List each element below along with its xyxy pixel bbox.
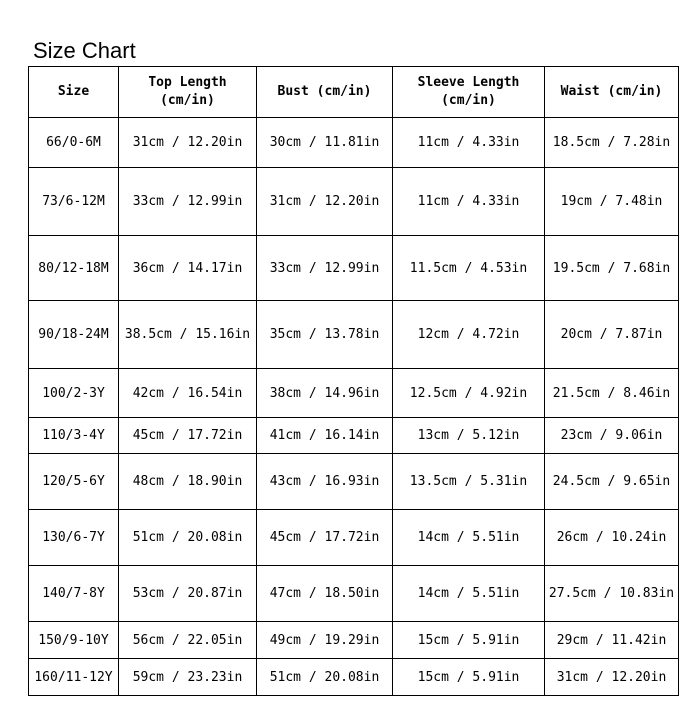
cell-waist: 31cm / 12.20in [545, 659, 679, 696]
cell-size: 140/7-8Y [29, 566, 119, 622]
cell-size: 110/3-4Y [29, 418, 119, 454]
cell-waist: 29cm / 11.42in [545, 622, 679, 659]
header-size [29, 67, 119, 118]
cell-sleeve-length: 15cm / 5.91in [393, 659, 545, 696]
cell-top-length: 38.5cm / 15.16in [119, 301, 257, 369]
cell-size: 66/0-6M [29, 118, 119, 168]
cell-top-length: 48cm / 18.90in [119, 454, 257, 510]
cell-top-length: 36cm / 14.17in [119, 236, 257, 301]
cell-size: 160/11-12Y [29, 659, 119, 696]
cell-sleeve-length: 12cm / 4.72in [393, 301, 545, 369]
cell-waist: 18.5cm / 7.28in [545, 118, 679, 168]
size-chart-table [28, 66, 679, 696]
table-header-row [29, 67, 679, 118]
cell-waist: 23cm / 9.06in [545, 418, 679, 454]
header-waist-label: Waist (cm/in) [560, 84, 663, 99]
table-row [29, 454, 679, 510]
cell-waist: 20cm / 7.87in [545, 301, 679, 369]
cell-bust: 31cm / 12.20in [257, 168, 393, 236]
cell-waist: 27.5cm / 10.83in [545, 566, 679, 622]
cell-top-length: 59cm / 23.23in [119, 659, 257, 696]
cell-waist: 19cm / 7.48in [545, 168, 679, 236]
cell-size: 80/12-18M [29, 236, 119, 301]
cell-waist: 19.5cm / 7.68in [545, 236, 679, 301]
cell-sleeve-length: 11cm / 4.33in [393, 168, 545, 236]
cell-bust: 30cm / 11.81in [257, 118, 393, 168]
table-row [29, 566, 679, 622]
header-top-length-unit: (cm/in) [160, 93, 215, 108]
cell-top-length: 56cm / 22.05in [119, 622, 257, 659]
cell-sleeve-length: 13.5cm / 5.31in [393, 454, 545, 510]
table-row [29, 659, 679, 696]
header-sleeve-length [393, 67, 545, 118]
header-size-label: Size [57, 84, 90, 99]
header-bust [257, 67, 393, 118]
cell-size: 90/18-24M [29, 301, 119, 369]
table-row [29, 622, 679, 659]
cell-waist: 21.5cm / 8.46in [545, 369, 679, 418]
cell-bust: 35cm / 13.78in [257, 301, 393, 369]
header-waist [545, 67, 679, 118]
cell-bust: 45cm / 17.72in [257, 510, 393, 566]
cell-bust: 49cm / 19.29in [257, 622, 393, 659]
cell-size: 100/2-3Y [29, 369, 119, 418]
table-row [29, 236, 679, 301]
cell-sleeve-length: 14cm / 5.51in [393, 510, 545, 566]
cell-bust: 41cm / 16.14in [257, 418, 393, 454]
cell-bust: 38cm / 14.96in [257, 369, 393, 418]
cell-sleeve-length: 13cm / 5.12in [393, 418, 545, 454]
header-top-length [119, 67, 257, 118]
header-bust-label: Bust (cm/in) [277, 84, 372, 99]
cell-top-length: 45cm / 17.72in [119, 418, 257, 454]
table-row [29, 301, 679, 369]
cell-waist: 26cm / 10.24in [545, 510, 679, 566]
cell-sleeve-length: 15cm / 5.91in [393, 622, 545, 659]
header-top-length-label: Top Length [148, 75, 227, 90]
cell-top-length: 31cm / 12.20in [119, 118, 257, 168]
cell-top-length: 51cm / 20.08in [119, 510, 257, 566]
table-row [29, 168, 679, 236]
table-row [29, 510, 679, 566]
page-title: Size Chart [33, 38, 136, 63]
cell-size: 120/5-6Y [29, 454, 119, 510]
table-row [29, 369, 679, 418]
cell-top-length: 42cm / 16.54in [119, 369, 257, 418]
table-row [29, 118, 679, 168]
cell-top-length: 53cm / 20.87in [119, 566, 257, 622]
header-sleeve-length-unit: (cm/in) [441, 93, 496, 108]
cell-sleeve-length: 12.5cm / 4.92in [393, 369, 545, 418]
cell-size: 73/6-12M [29, 168, 119, 236]
cell-bust: 51cm / 20.08in [257, 659, 393, 696]
cell-bust: 43cm / 16.93in [257, 454, 393, 510]
cell-size: 130/6-7Y [29, 510, 119, 566]
cell-waist: 24.5cm / 9.65in [545, 454, 679, 510]
header-sleeve-length-label: Sleeve Length [417, 75, 520, 90]
cell-sleeve-length: 14cm / 5.51in [393, 566, 545, 622]
cell-sleeve-length: 11.5cm / 4.53in [393, 236, 545, 301]
cell-sleeve-length: 11cm / 4.33in [393, 118, 545, 168]
cell-bust: 33cm / 12.99in [257, 236, 393, 301]
cell-top-length: 33cm / 12.99in [119, 168, 257, 236]
table-row [29, 418, 679, 454]
cell-size: 150/9-10Y [29, 622, 119, 659]
cell-bust: 47cm / 18.50in [257, 566, 393, 622]
